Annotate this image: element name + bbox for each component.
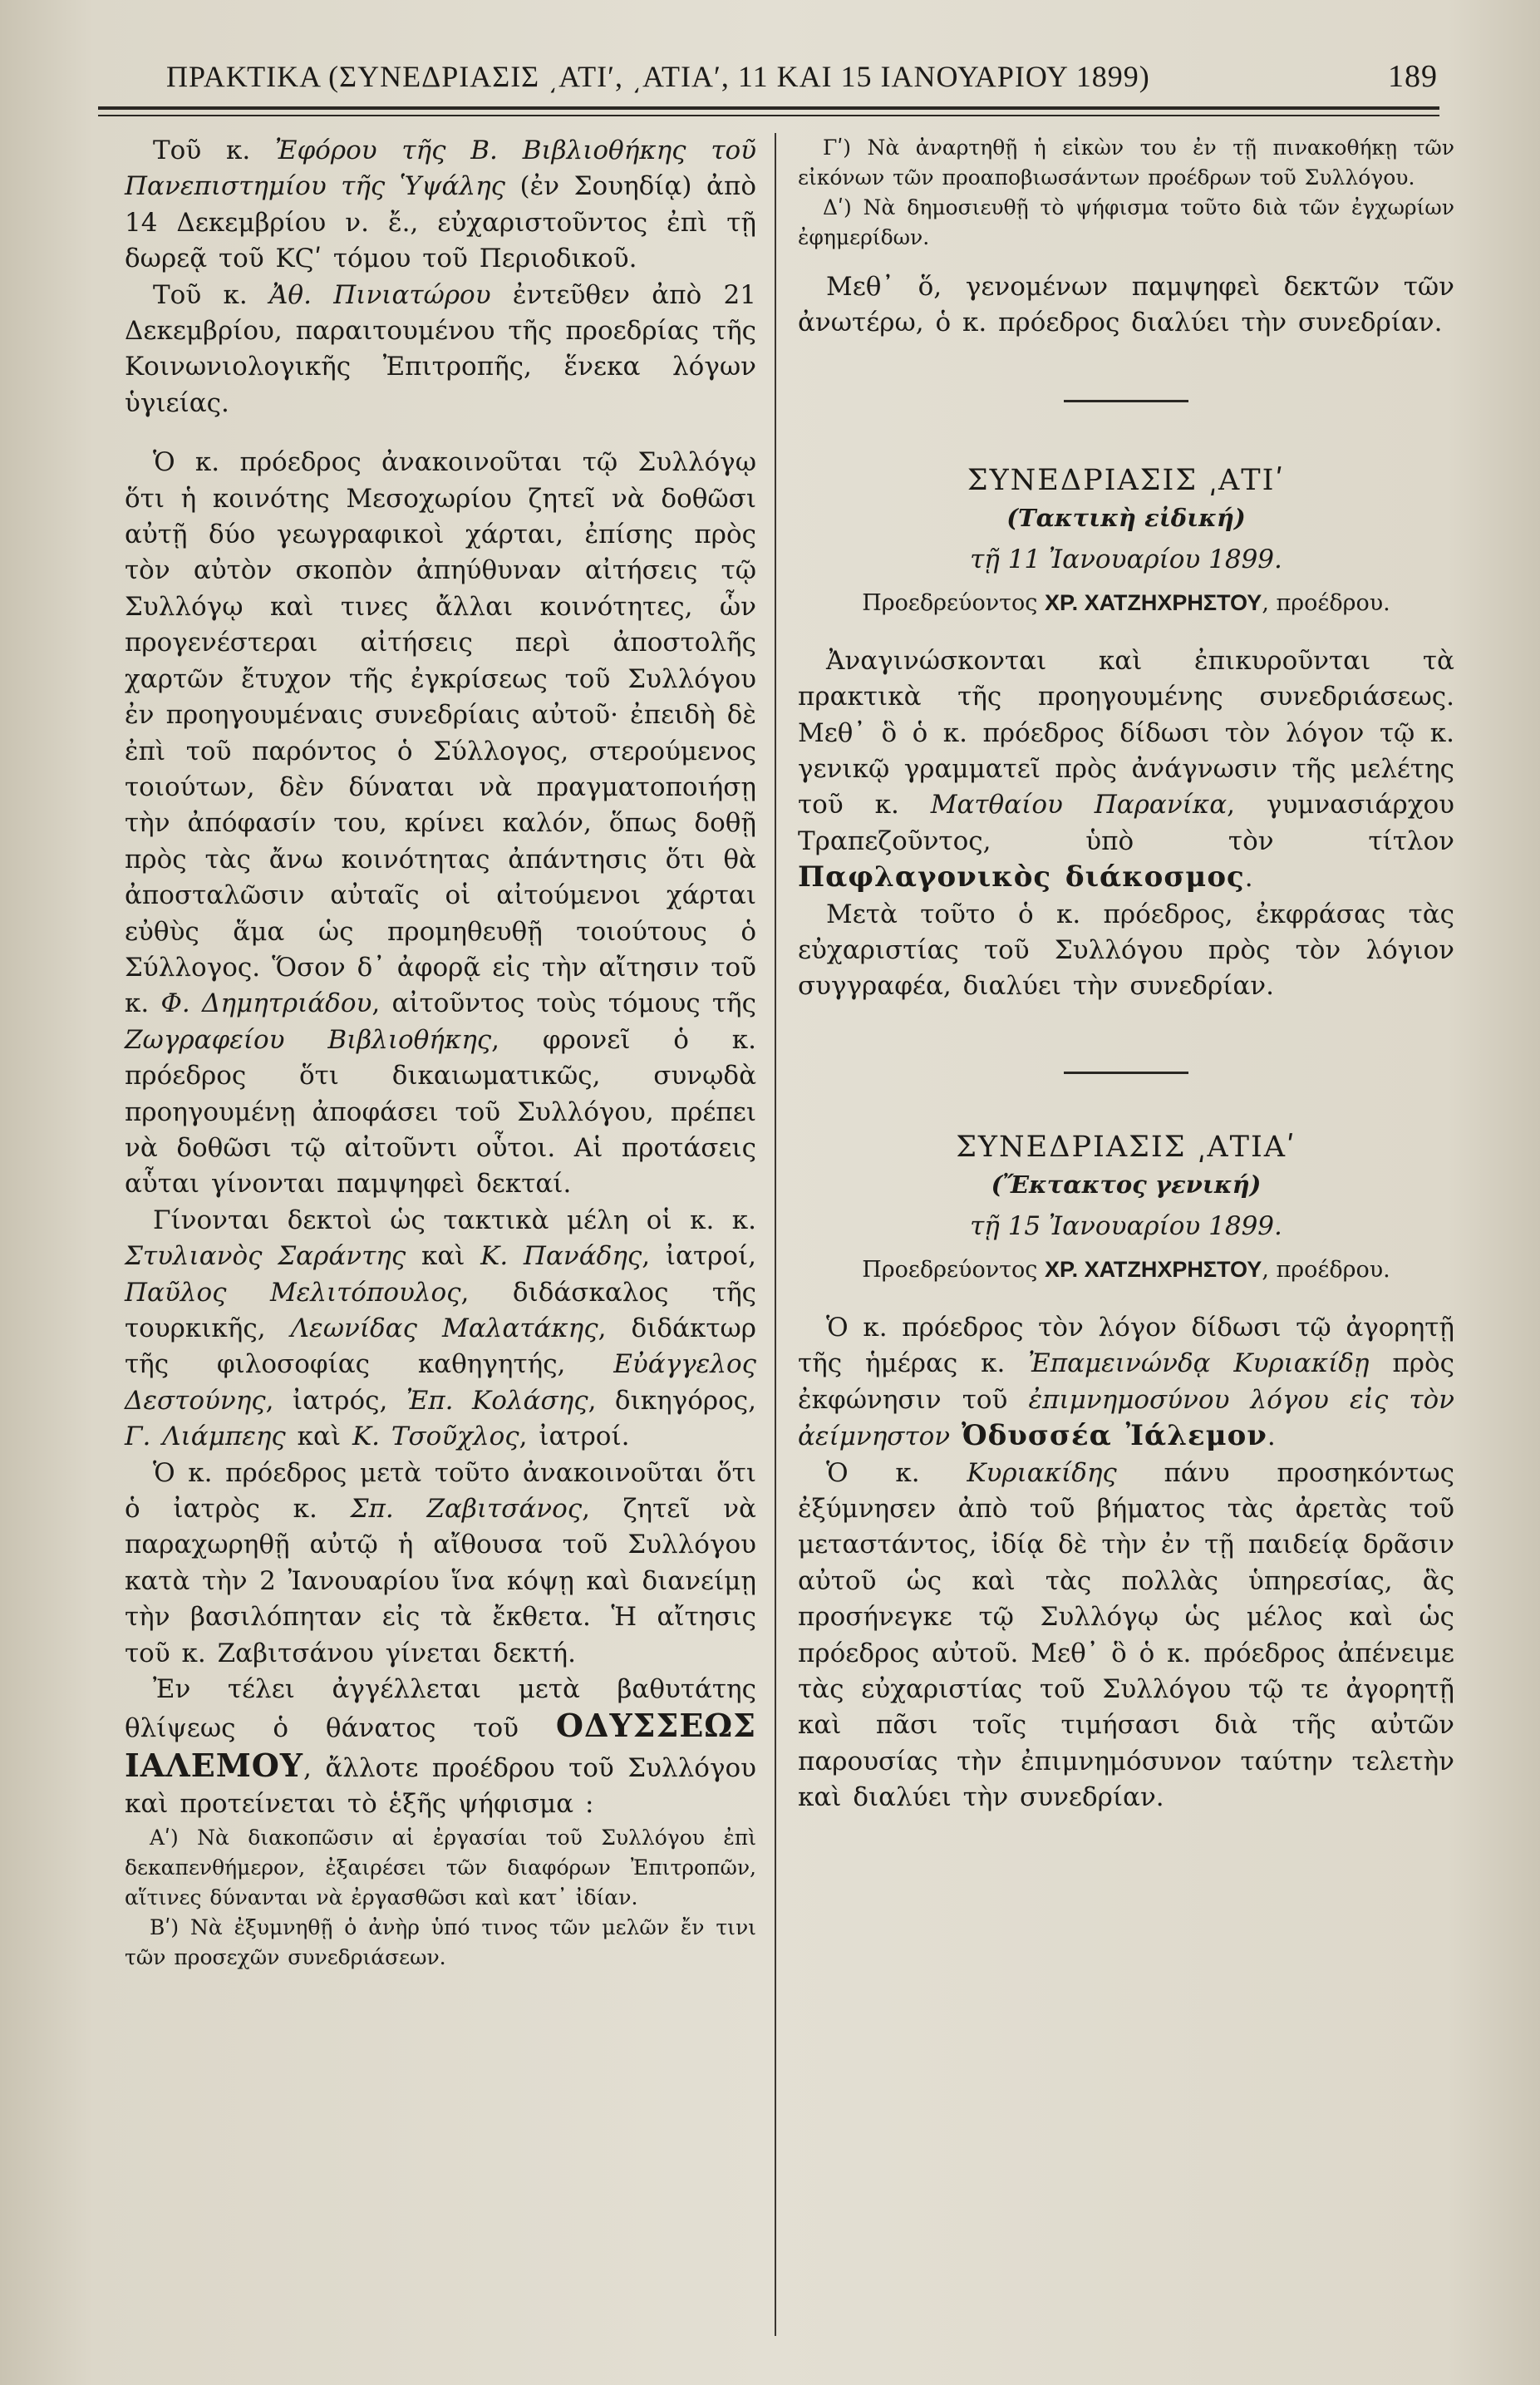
session-2-paragraph-2: Ὁ κ. Κυριακίδης πάνυ προσηκόντως ἐξύμνησεν ἀπὸ τοῦ βήματος τὰς ἀρετὰς τοῦ μεταστάντος, ἰδίᾳ δὲ τὴν ἐν τῇ παιδείᾳ δρᾶσιν αὐτοῦ ὡς καὶ τὰς πολλὰς ὑπηρεσίας, ἃς προσήνεγκε τῷ Συλλόγῳ ὡς μέλος καὶ ὡς πρόεδρος αὐτοῦ. Μεθ᾽ ὃ ὁ κ. πρόεδρος ἀπένειμε τὰς εὐχαριστίας τοῦ Συλλόγου τῷ τε ἀγορητῇ καὶ πᾶσι τοῖς τιμήσασι διὰ τῆς αὐτῶν παρουσίας τὴν ἐπιμνημόσυνον ταύτην τελετὴν καὶ διαλύει τὴν συνεδρίαν. bbox=[798, 1457, 1454, 1813]
session-1-paragraph-1: Ἀναγινώσκονται καὶ ἐπικυροῦνται τὰ πρακτικὰ τῆς προηγουμένης συνεδριάσεως. Μεθ᾽ ὃ ὁ κ. πρόεδρος δίδωσι τὸν λόγον τῷ κ. γενικῷ γραμματεῖ πρὸς ἀνάγνωσιν τῆς μελέτης τοῦ κ. Ματθαίου Παρανίκα, γυμνασιάρχου Τραπεζοῦντος, ὑπὸ τὸν τίτλον Παφλαγονικὸς διάκοσμος. bbox=[798, 645, 1454, 894]
session-2-subtitle: (Ἔκτακτος γενική) bbox=[991, 1170, 1262, 1199]
paragraph-maps-request: Ὁ κ. πρόεδρος ἀνακοινοῦται τῷ Συλλόγῳ ὅτι ἡ κοινότης Μεσοχωρίου ζητεῖ νὰ δοθῶσι αὐτῇ δύο γεωγραφικοὶ χάρται, ἐπίσης πρὸς τὸν αὐτὸν σκοπὸν ἀπηύθυναν αἰτήσεις τῷ Συλλόγῳ καὶ τινες ἄλλαι κοινότητες, ὧν προγενέστεραι αἰτήσεις περὶ ἀποστολῆς χαρτῶν ἔτυχον τῆς ἐγκρίσεως τοῦ Συλλόγου ἐν προηγουμέναις συνεδρίαις αὐτοῦ· ἐπειδὴ δὲ ἐπὶ τοῦ παρόντος ὁ Σύλλογος, στερούμενος τοιούτων, δὲν δύναται νὰ πραγματοποιήσῃ τὴν ἀπόφασίν του, κρίνει καλόν, ὅπως δοθῇ πρὸς τὰς ἄνω κοινότητας ἀπάντησις ὅτι θὰ ἀποσταλῶσιν αὐταῖς οἱ αἰτούμενοι χάρται εὐθὺς ἅμα ὡς προμηθευθῇ τοιούτους ὁ Σύλλογος. Ὅσον δ᾽ ἀφορᾷ εἰς τὴν αἴτησιν τοῦ κ. Φ. Δημητριάδου, αἰτοῦντος τοὺς τόμους τῆς Ζωγραφείου Βιβλιοθήκης, φρονεῖ ὁ κ. πρόεδρος ὅτι δικαιωματικῶς, συνῳδὰ προηγουμένῃ ἀποφάσει τοῦ Συλλόγου, πρέπει νὰ δοθῶσι τῷ αἰτοῦντι οὗτοι. Αἱ προτάσεις αὗται γίνονται παμψηφεὶ δεκταί. bbox=[125, 447, 757, 1200]
column-divider bbox=[775, 133, 776, 2336]
resolution-c: Γʹ) Νὰ ἀναρτηθῇ ἡ εἰκὼν του ἐν τῇ πινακοθήκῃ τῶν εἰκόνων τῶν προαποβιωσάντων προέδρων τοῦ Συλλόγου. bbox=[798, 136, 1454, 190]
session-1-presiding: Προεδρεύοντος ΧΡ. ΧΑΤΖΗΧΡΗΣΤΟΥ, προέδρου. bbox=[862, 589, 1390, 616]
left-column bbox=[125, 133, 756, 1973]
session-2-presiding: Προεδρεύοντος ΧΡ. ΧΑΤΖΗΧΡΗΣΤΟΥ, προέδρου. bbox=[862, 1256, 1390, 1283]
session-2-title: ΣΥΝΕΔΡΙΑΣΙΣ ͵ΑΤΙΑʹ bbox=[956, 1130, 1296, 1164]
resolution-b: Βʹ) Νὰ ἐξυμνηθῇ ὁ ἀνὴρ ὑπό τινος τῶν μελῶν ἔν τινι τῶν προσεχῶν συνεδριάσεων. bbox=[125, 1914, 756, 1969]
header-title: ΠΡΑΚΤΙΚΑ (ΣΥΝΕΔΡΙΑΣΙΣ ͵ΑΤΙʹ, ͵ΑΤΙΑʹ, 11 ΚΑΙ 15 ΙΑΝΟΥΑΡΙΟΥ 1899) bbox=[166, 60, 1150, 93]
session-2-date: τῇ 15 Ἰανουαρίου 1899. bbox=[970, 1210, 1282, 1241]
resolution-a: Αʹ) Νὰ διακοπῶσιν αἱ ἐργασίαι τοῦ Συλλόγου ἐπὶ δεκαπενθήμερον, ἐξαιρέσει τῶν διαφόρων Ἐπιτροπῶν, αἵτινες δύνανται νὰ ἐργασθῶσι καὶ κατ᾽ ἰδίαν. bbox=[125, 1825, 756, 1909]
header-rule-thick bbox=[98, 106, 1439, 110]
header-rule-thin bbox=[98, 115, 1439, 116]
paragraph-new-members: Γίνονται δεκτοὶ ὡς τακτικὰ μέλη οἱ κ. κ. Στυλιανὸς Σαράντης καὶ Κ. Πανάδης, ἰατροί, Παῦλος Μελιτόπουλος, διδάσκαλος τῆς τουρκικῆς, Λεωνίδας Μαλατάκης, διδάκτωρ τῆς φιλοσοφίας καθηγητής, Εὐάγγελος Δεστούνης, ἰατρός, Ἐπ. Κολάσης, δικηγόρος, Γ. Λιάμπεης καὶ Κ. Τσοῦχλος, ἰατροί. bbox=[125, 1205, 757, 1452]
session-1-paragraph-2: Μετὰ τοῦτο ὁ κ. πρόεδρος, ἐκφράσας τὰς εὐχαριστίας τοῦ Συλλόγου πρὸς τὸν λόγιον συγγραφέα, διαλύει τὴν συνεδρίαν. bbox=[798, 899, 1454, 1002]
paragraph-piniatoros-letter: Τοῦ κ. Ἀθ. Πινιατώρου ἐντεῦθεν ἀπὸ 21 Δεκεμβρίου, παραιτουμένου τῆς προεδρίας τῆς Κοινωνιολογικῆς Ἐπιτροπῆς, ἕνεκα λόγων ὑγιείας. bbox=[125, 279, 756, 418]
right-column bbox=[798, 133, 1454, 1816]
session-1-title: ΣΥΝΕΔΡΙΑΣΙΣ ͵ΑΤΙʹ bbox=[967, 463, 1286, 497]
paragraph-death-announcement: Ἐν τέλει ἀγγέλλεται μετὰ βαθυτάτης θλίψεως ὁ θάνατος τοῦ ΟΔΥΣΣΕΩΣ ΙΑΛΕΜΟΥ, ἄλλοτε προέδρου τοῦ Συλλόγου καὶ προτείνεται τὸ ἑξῆς ψήφισμα : bbox=[125, 1674, 756, 1820]
session-1-subtitle: (Τακτικὴ εἰδική) bbox=[1006, 503, 1246, 532]
session-2-paragraph-1: Ὁ κ. πρόεδρος τὸν λόγον δίδωσι τῷ ἀγορητῇ τῆς ἡμέρας κ. Ἐπαμεινώνδᾳ Κυριακίδῃ πρὸς ἐκφώνησιν τοῦ ἐπιμνημοσύνου λόγου εἰς τὸν ἀείμνηστον Ὀδυσσέα Ἰάλεμον. bbox=[798, 1312, 1454, 1453]
paragraph-upsala-letter: Τοῦ κ. Ἐφόρου τῆς Β. Βιβλιοθήκης τοῦ Πανεπιστημίου τῆς Ὑψάλης (ἐν Σουηδίᾳ) ἀπὸ 14 Δεκεμβρίου ν. ἔ., εὐχαριστοῦντος ἐπὶ τῇ δωρεᾷ τοῦ ΚϚʹ τόμου τοῦ Περιοδικοῦ. bbox=[125, 136, 756, 274]
paragraph-closing-1: Μεθ᾽ ὅ, γενομένων παμψηφεὶ δεκτῶν τῶν ἀνωτέρω, ὁ κ. πρόεδρος διαλύει τὴν συνεδρίαν. bbox=[798, 272, 1454, 338]
resolution-d: Δʹ) Νὰ δημοσιευθῇ τὸ ψήφισμα τοῦτο διὰ τῶν ἐγχωρίων ἐφημερίδων. bbox=[798, 195, 1454, 249]
paragraph-hall-request: Ὁ κ. πρόεδρος μετὰ τοῦτο ἀνακοινοῦται ὅτι ὁ ἰατρὸς κ. Σπ. Ζαβιτσάνος, ζητεῖ νὰ παραχωρηθῇ αὐτῷ ἡ αἴθουσα τοῦ Συλλόγου κατὰ τὴν 2 Ἰανουαρίου ἵνα κόψῃ καὶ διανείμῃ τὴν βασιλόπηταν εἰς τὰ ἔκθετα. Ἡ αἴτησις τοῦ κ. Ζαβιτσάνου γίνεται δεκτή. bbox=[125, 1457, 756, 1668]
page-number: 189 bbox=[1388, 59, 1438, 94]
running-header bbox=[166, 52, 1438, 101]
session-1-date: τῇ 11 Ἰανουαρίου 1899. bbox=[970, 544, 1282, 574]
